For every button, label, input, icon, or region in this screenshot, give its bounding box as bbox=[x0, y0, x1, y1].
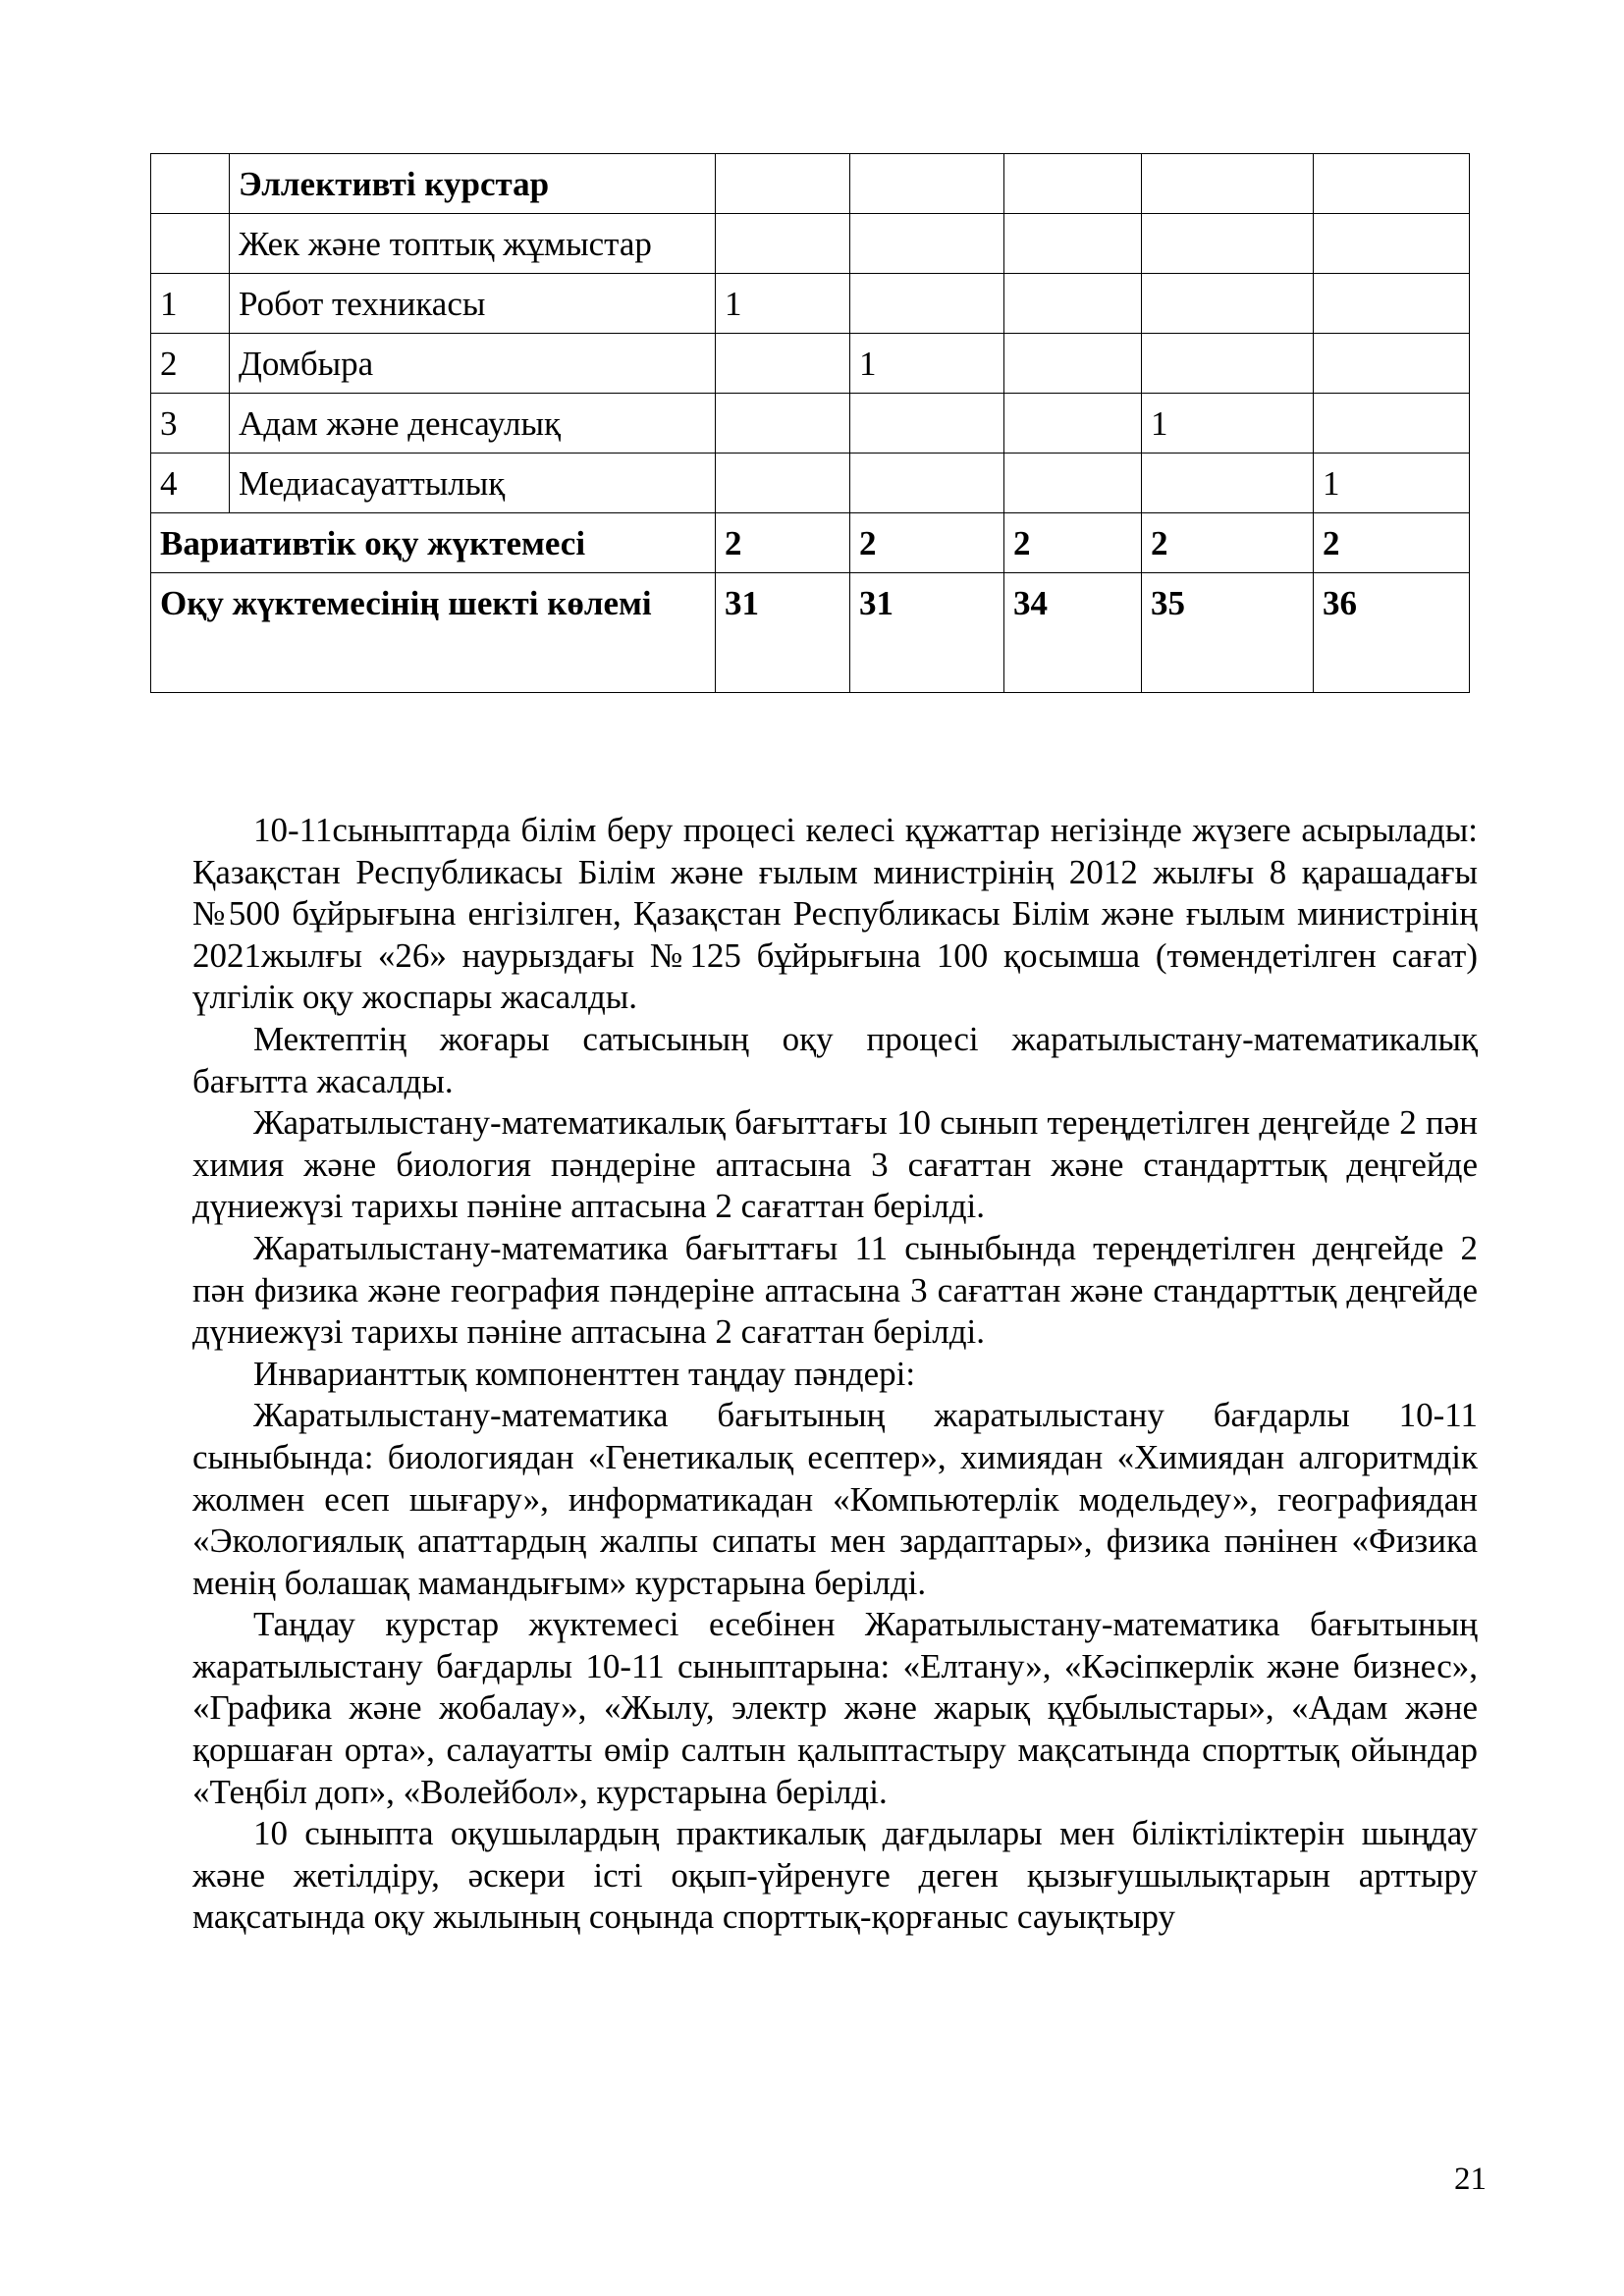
row-number: 3 bbox=[151, 394, 230, 454]
table-cell bbox=[1004, 394, 1142, 454]
table-cell bbox=[1314, 394, 1470, 454]
paragraph: 10-11сыныптарда білім беру процесі келесі құжаттар негізінде жүзеге асырылады: Қазақстан Республикасы Білім және ғылым министрінің 2012 жылғы 8 қарашадағы №500 бұйрығына енгізілген, Қазақстан Республикасы Білім және ғылым министрінің 2021жылғы «26» наурыздағы №125 бұйрығына 100 қосымша (төмендетілген сағат) үлгілік оқу жоспары жасалды. bbox=[192, 811, 1478, 1017]
table-cell bbox=[716, 454, 850, 513]
max-load-row bbox=[151, 573, 1470, 693]
row-label: Адам және денсаулық bbox=[230, 394, 716, 454]
table-cell bbox=[1314, 154, 1470, 214]
table-cell bbox=[1314, 334, 1470, 394]
paragraph: 10 сыныпта оқушылардың практикалық дағдылары мен біліктіліктерін шыңдау және жетілдіру, әскери істі оқып-үйренуге деген қызығушылықтарын арттыру мақсатында оқу жылының соңында спорттық-қорғаныс сауықтыру bbox=[192, 1814, 1478, 1937]
max-load-label: Оқу жүктемесінің шекті көлемі bbox=[151, 573, 716, 693]
table-cell bbox=[1004, 274, 1142, 334]
row-label: Робот техникасы bbox=[230, 274, 716, 334]
table-row bbox=[151, 394, 1470, 454]
body-text bbox=[192, 810, 1478, 1939]
row-label: Жек және топтық жұмыстар bbox=[230, 214, 716, 274]
table-cell bbox=[1004, 454, 1142, 513]
table-cell bbox=[1004, 334, 1142, 394]
row-number: 1 bbox=[151, 274, 230, 334]
row-label: Домбыра bbox=[230, 334, 716, 394]
table-row bbox=[151, 214, 1470, 274]
table-cell: 2 bbox=[850, 513, 1004, 573]
table-cell: 2 bbox=[1314, 513, 1470, 573]
table-cell bbox=[1142, 274, 1314, 334]
table-row bbox=[151, 154, 1470, 214]
variative-total-row bbox=[151, 513, 1470, 573]
page-number: 21 bbox=[1454, 2162, 1487, 2197]
table-cell bbox=[1142, 454, 1314, 513]
table-cell: 1 bbox=[716, 274, 850, 334]
table-cell: 2 bbox=[716, 513, 850, 573]
table-cell: 34 bbox=[1004, 573, 1142, 693]
table-cell bbox=[850, 454, 1004, 513]
table-cell bbox=[1004, 214, 1142, 274]
table-cell: 31 bbox=[716, 573, 850, 693]
row-number bbox=[151, 154, 230, 214]
table-cell: 2 bbox=[1004, 513, 1142, 573]
paragraph: Таңдау курстар жүктемесі есебінен Жаратылыстану-математика бағытының жаратылыстану бағдарлы 10-11 сыныптарына: «Елтану», «Кәсіпкерлік және бизнес», «Графика және жобалау», «Жылу, электр және жарық құбылыстары», «Адам және қоршаған орта», салауатты өмір салтын қалыптастыру мақсатында спорттық ойындар «Теңбіл доп», «Волейбол», курстарына берілді. bbox=[192, 1605, 1478, 1811]
table-row bbox=[151, 454, 1470, 513]
table-cell bbox=[850, 154, 1004, 214]
table-cell: 2 bbox=[1142, 513, 1314, 573]
paragraph: Мектептің жоғары сатысының оқу процесі жаратылыстану-математикалық бағытта жасалды. bbox=[192, 1019, 1478, 1100]
table-cell bbox=[1004, 154, 1142, 214]
table-row bbox=[151, 334, 1470, 394]
paragraph: Жаратылыстану-математика бағытының жаратылыстану бағдарлы 10-11 сыныбында: биологиядан «Генетикалық есептер», химиядан «Химиядан алгоритмдік жолмен есеп шығару», информатикадан «Компьютерлік модельдеу», географиядан «Экологиялық апаттардың жалпы сипаты мен зардаптары», физика пәнінен «Физика менің болашақ мамандығым» курстарына берілді. bbox=[192, 1396, 1478, 1602]
row-label: Медиасауаттылық bbox=[230, 454, 716, 513]
table-cell bbox=[850, 214, 1004, 274]
paragraph: Инварианттық компоненттен таңдау пәндері: bbox=[253, 1354, 916, 1393]
paragraph: Жаратылыстану-математикалық бағыттағы 10 сынып тереңдетілген деңгейде 2 пән химия және биология пәндеріне аптасына 3 сағаттан және стандарттық деңгейде дүниежүзі тарихы пәніне аптасына 2 сағаттан берілді. bbox=[192, 1103, 1478, 1226]
table-cell bbox=[716, 214, 850, 274]
table-cell: 31 bbox=[850, 573, 1004, 693]
row-number bbox=[151, 214, 230, 274]
table-cell bbox=[1142, 214, 1314, 274]
paragraph: Жаратылыстану-математика бағыттағы 11 сыныбында тереңдетілген деңгейде 2 пән физика және география пәндеріне аптасына 3 сағаттан және стандарттық деңгейде дүниежүзі тарихы пәніне аптасына 2 сағаттан берілді. bbox=[192, 1228, 1478, 1352]
table-cell bbox=[716, 394, 850, 454]
table-cell: 1 bbox=[850, 334, 1004, 394]
table-cell bbox=[1314, 214, 1470, 274]
curriculum-table bbox=[150, 153, 1470, 693]
table-cell bbox=[1314, 274, 1470, 334]
row-number: 4 bbox=[151, 454, 230, 513]
table-cell bbox=[1142, 154, 1314, 214]
table-cell: 1 bbox=[1142, 394, 1314, 454]
table-cell bbox=[1142, 334, 1314, 394]
variative-total-label: Вариативтік оқу жүктемесі bbox=[151, 513, 716, 573]
table-cell bbox=[850, 274, 1004, 334]
table-cell: 1 bbox=[1314, 454, 1470, 513]
table-cell: 36 bbox=[1314, 573, 1470, 693]
table-row bbox=[151, 274, 1470, 334]
table-cell: 35 bbox=[1142, 573, 1314, 693]
table-cell bbox=[716, 334, 850, 394]
row-number: 2 bbox=[151, 334, 230, 394]
table-cell bbox=[850, 394, 1004, 454]
row-label: Эллективті курстар bbox=[230, 154, 716, 214]
table-cell bbox=[716, 154, 850, 214]
